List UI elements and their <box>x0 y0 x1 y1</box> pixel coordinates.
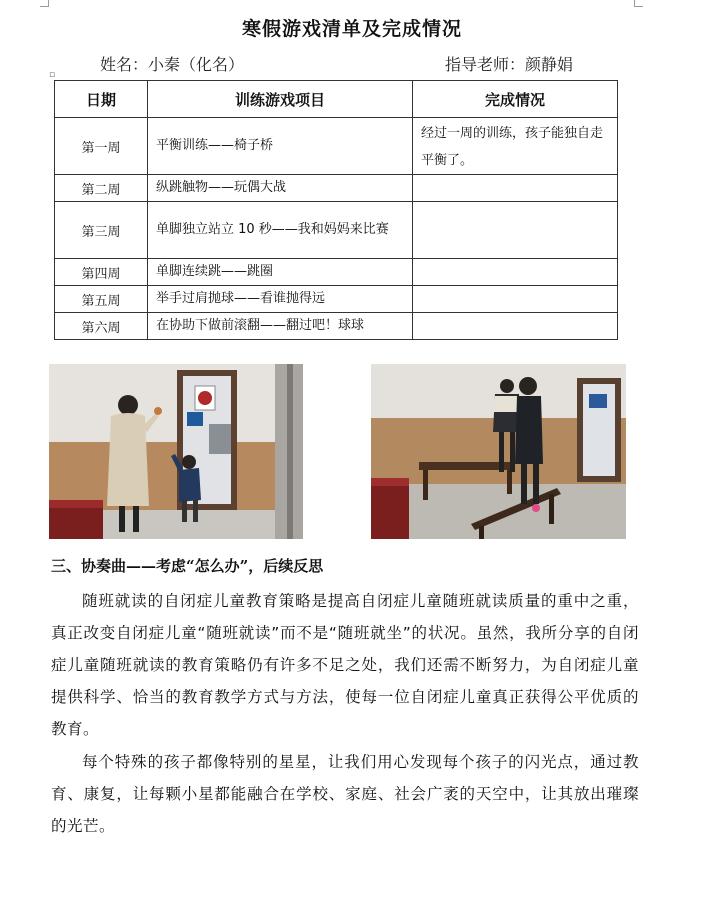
paragraph: 随班就读的自闭症儿童教育策略是提高自闭症儿童随班就读质量的重中之重，真正改变自闭症儿童“随班就读”而不是“随班就坐”的状况。虽然，我所分享的自闭症儿童随班就读的教育策略仍有许多不足之处，我们还需不断努力，为自闭症儿童提供科学、恰当的教育教学方式与方法，使每一位自闭症儿童真正获得公平优质的教育。 <box>51 592 639 738</box>
week-cell: 第四周 <box>55 259 148 286</box>
crop-mark-left <box>40 0 49 7</box>
status-cell <box>413 202 618 259</box>
status-cell <box>413 175 618 202</box>
table-row <box>55 118 618 175</box>
week-cell: 第二周 <box>55 175 148 202</box>
section-heading: 三、协奏曲——考虑“怎么办”，后续反思 <box>51 557 324 575</box>
table-row <box>55 202 618 259</box>
photo-jump-touch-game <box>49 364 303 539</box>
table-header-row <box>55 81 618 118</box>
status-cell <box>413 286 618 313</box>
crop-mark-right <box>634 0 643 7</box>
week-cell: 第三周 <box>55 202 148 259</box>
game-cell: 在协助下做前滚翻——翻过吧！球球 <box>148 313 413 340</box>
status-cell: 经过一周的训练，孩子能独自走平衡了。 <box>413 118 618 175</box>
table-row <box>55 259 618 286</box>
game-cell: 单脚独立站立 10 秒——我和妈妈来比赛 <box>148 202 413 259</box>
photo-balance-chair-bridge <box>371 364 626 539</box>
header-date: 日期 <box>55 81 148 118</box>
game-cell: 单脚连续跳——跳圈 <box>148 259 413 286</box>
game-cell: 举手过肩抛球——看谁抛得远 <box>148 286 413 313</box>
document-title: 寒假游戏清单及完成情况 <box>241 18 462 40</box>
status-cell <box>413 313 618 340</box>
game-cell: 纵跳触物——玩偶大战 <box>148 175 413 202</box>
status-cell <box>413 259 618 286</box>
table-row <box>55 313 618 340</box>
header-game: 训练游戏项目 <box>148 81 413 118</box>
paragraph: 每个特殊的孩子都像特别的星星，让我们用心发现每个孩子的闪光点，通过教育、康复，让每颗小星都能融合在学校、家庭、社会广袤的天空中，让其放出璀璨的光芒。 <box>51 753 639 835</box>
student-name: 姓名：小秦（化名） <box>100 55 245 74</box>
week-cell: 第五周 <box>55 286 148 313</box>
week-cell: 第一周 <box>55 118 148 175</box>
game-cell: 平衡训练——椅子桥 <box>148 118 413 175</box>
header-status: 完成情况 <box>413 81 618 118</box>
table-anchor-icon: ▫ <box>49 70 56 80</box>
teacher-name: 指导老师：颜静娟 <box>445 55 574 74</box>
table-row <box>55 286 618 313</box>
week-cell: 第六周 <box>55 313 148 340</box>
game-plan-table <box>54 80 618 340</box>
table-row <box>55 175 618 202</box>
